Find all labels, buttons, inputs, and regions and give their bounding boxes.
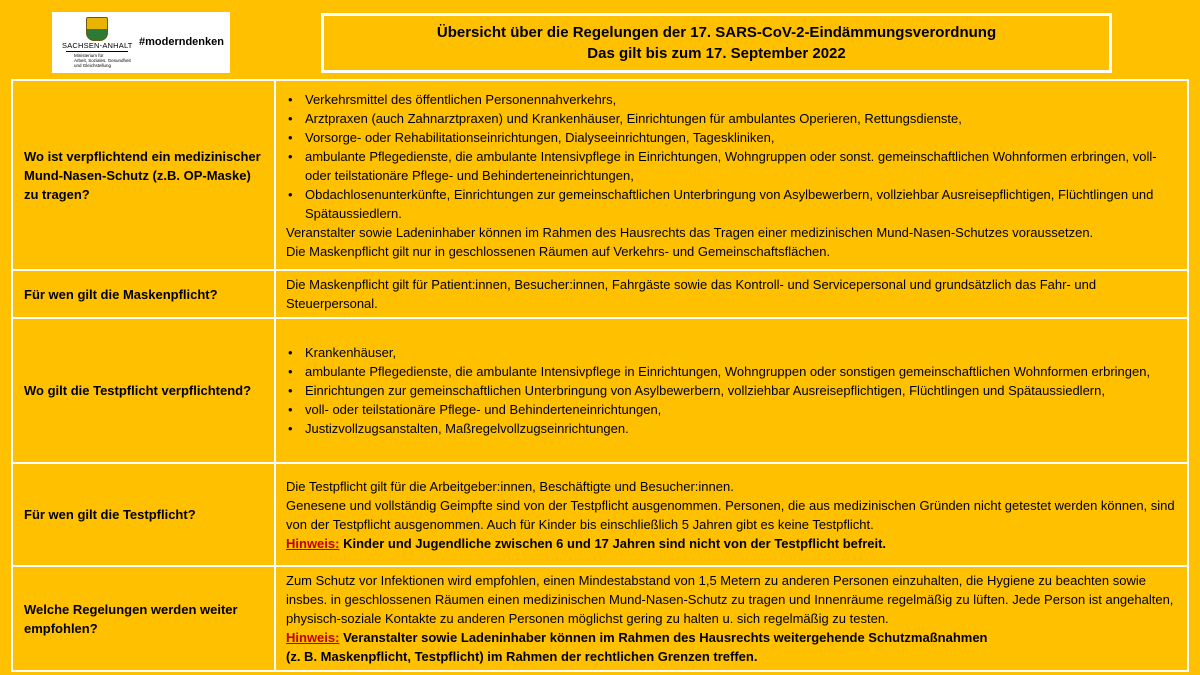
logo-ministry-line: Arbeit, Soziales, Gesundheit [74,58,131,64]
list-item: • Verkehrsmittel des öffentlichen Personennahverkehrs, [286,90,1179,109]
logo-state-name: SACHSEN-ANHALT [62,41,133,50]
page-title [321,13,1112,73]
hint-label: Hinweis: [286,535,340,551]
row-answer [275,566,1188,671]
hint-label: Hinweis: [286,630,340,645]
row-answer [275,463,1188,566]
hint-text: Veranstalter sowie Ladeninhaber können im Rahmen des Hausrechts weitergehende Schutzmaßnahmen [343,630,988,645]
regulations-table [11,79,1189,672]
list-item: • Arztpraxen (auch Zahnarztpraxen) und Krankenhäuser, Einrichtungen für ambulantes Operieren, Rettungsdienste, [286,109,1179,128]
bullet-list [286,90,1179,223]
row-answer [275,80,1188,270]
list-item: • Vorsorge- oder Rehabilitationseinrichtungen, Dialyseeinrichtungen, Tageskliniken, [286,128,1179,147]
hint-text: Kinder und Jugendliche zwischen 6 und 17 Jahren sind nicht von der Testpflicht befreit. [343,535,887,551]
title-line-1: Übersicht über die Regelungen der 17. SARS-CoV-2-Eindämmungsverordnung [436,24,997,41]
answer-paragraph: Die Testpflicht gilt für die Arbeitgeber:innen, Beschäftigte und Besucher:innen. [286,478,734,494]
logo-divider [66,51,128,52]
list-item: • Justizvollzugsanstalten, Maßregelvollzugseinrichtungen. [286,419,1179,438]
logo-hashtag: #moderndenken [139,36,224,48]
hint-text: (z. B. Maskenpflicht, Testpflicht) im Rahmen der rechtlichen Grenzen treffen. [286,649,758,664]
answer-paragraph: Genesene und vollständig Geimpfte sind von der Testpflicht ausgenommen. Personen, die aus medizinischen Gründen nicht getestet werden können, sind von der Testpflicht ausgenommen. Auch für Kinder bis einschließlich 5 Jahren gibt es keine Testpflicht. [286,497,1175,532]
ministry-logo [52,12,230,73]
answer-paragraph: Die Maskenpflicht gilt für Patient:innen, Besucher:innen, Fahrgäste sowie das Kontroll- und Servicepersonal und grundsätzlich das Fahr- und Steuerpersonal. [286,277,1097,311]
answer-paragraph: Die Maskenpflicht gilt nur in geschlossenen Räumen auf Verkehrs- und Gemeinschaftsflächen. [286,243,831,259]
title-line-2: Das gilt bis zum 17. September 2022 [587,45,846,62]
row-answer [275,318,1188,463]
list-item: • Obdachlosenunterkünfte, Einrichtungen zur gemeinschaftlichen Unterbringung von Asylbewerbern, vollziehbar Ausreisepflichtigen, Flüchtlingen und Spätaussiedlern. [286,185,1179,223]
list-item: • voll- oder teilstationäre Pflege- und Behinderteneinrichtungen, [286,400,1179,419]
header [0,0,1200,80]
table-row [12,270,1188,318]
table-row [12,566,1188,671]
table-row [12,80,1188,270]
row-question: Für wen gilt die Testpflicht? [12,463,275,566]
row-question: Wo ist verpflichtend ein medizinischer Mund-Nasen-Schutz (z.B. OP-Maske) zu tragen? [12,80,275,270]
table-row [12,318,1188,463]
bullet-list [286,343,1179,438]
row-question: Wo gilt die Testpflicht verpflichtend? [12,318,275,463]
table-row [12,463,1188,566]
logo-ministry-name [74,53,132,69]
list-item: • ambulante Pflegedienste, die ambulante Intensivpflege in Einrichtungen, Wohngruppen oder sonst. gemeinschaftlichen Wohnformen erbringen, voll- oder teilstationäre Pflege- und Behinderteneinrichtungen, [286,147,1179,185]
row-question: Welche Regelungen werden weiter empfohlen? [12,566,275,671]
list-item: • Einrichtungen zur gemeinschaftlichen Unterbringung von Asylbewerbern, vollziehbar Ausreisepflichtigen, Flüchtlingen und Spätaussiedlern, [286,381,1179,400]
logo-ministry-line: Ministerium für [74,53,104,58]
list-item: • Krankenhäuser, [286,343,1179,362]
row-answer [275,270,1188,318]
coat-of-arms-icon [86,17,108,41]
list-item: • ambulante Pflegedienste, die ambulante Intensivpflege in Einrichtungen, Wohngruppen oder sonstigen gemeinschaftlichen Wohnformen erbringen, [286,362,1179,381]
row-question: Für wen gilt die Maskenpflicht? [12,270,275,318]
hint-line [286,534,1179,553]
logo-ministry-line: und Gleichstellung [74,63,112,69]
answer-paragraph: Veranstalter sowie Ladeninhaber können im Rahmen des Hausrechts das Tragen einer medizinischen Mund-Nasen-Schutzes voraussetzen. [286,224,1094,240]
hint-line [286,628,1179,647]
answer-paragraph: Zum Schutz vor Infektionen wird empfohlen, einen Mindestabstand von 1,5 Metern zu anderen Personen einzuhalten, die Hygiene zu beachten sowie insbes. in geschlossenen Räumen einen medizinischen Mund-Nasen-Schutz zu tragen und Innenräume regelmäßig zu lüften. Jede Person ist angehalten, physisch-soziale Kontakte zu anderen Personen möglichst gering zu halten u. sich regelmäßig zu testen. [286,573,1174,626]
